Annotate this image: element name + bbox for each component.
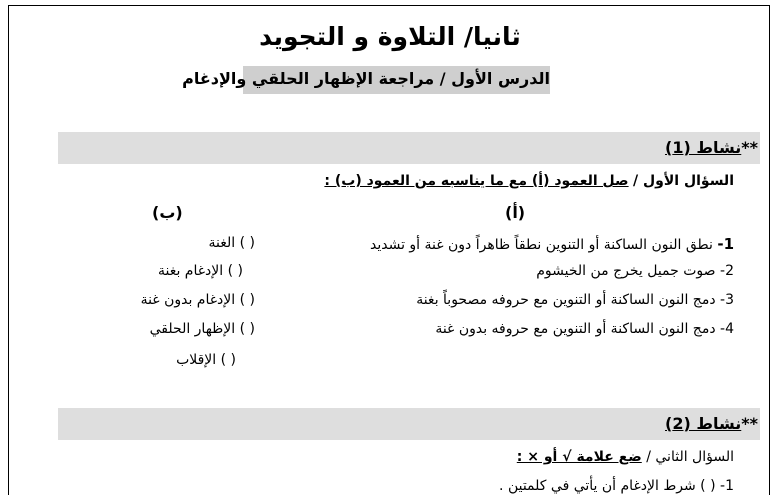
activity2-label-text: نشاط (2) (665, 414, 742, 433)
item-number: 1- (720, 478, 734, 494)
page-title: ثانيا/ التلاوة و التجويد (259, 22, 521, 51)
list-item (499, 478, 734, 494)
list-item (370, 235, 734, 253)
lesson-subtitle: الدرس الأول / مراجعة الإظهار الحلقي والإدغام (182, 69, 550, 88)
question1-line (324, 173, 734, 189)
list-item (416, 292, 734, 308)
item-number: 4- (720, 321, 734, 337)
activity1-band (58, 132, 760, 164)
item-number: 3- (720, 292, 734, 308)
item-text: صوت جميل يخرج من الخيشوم (536, 263, 716, 279)
column-a-header: (أ) (505, 203, 526, 222)
activity2-band (58, 408, 760, 440)
item-text: دمج النون الساكنة أو التنوين مع حروفه مصحوباً بغنة (416, 292, 716, 308)
activity1-label (665, 138, 758, 157)
item-text: نطق النون الساكنة أو التنوين نطقاً ظاهراً دون غنة أو تشديد (369, 237, 713, 253)
question1-text: صل العمود (أ) مع ما يناسبه من العمود (ب) : (324, 173, 629, 189)
list-item (435, 321, 734, 337)
match-option[interactable]: ( ) الإدغام بدون غنة (140, 292, 255, 308)
match-option[interactable]: ( ) الغنة (208, 235, 255, 251)
question1-prefix: السؤال الأول / (633, 173, 734, 189)
activity1-label-prefix: ** (741, 138, 758, 157)
match-option[interactable]: ( ) الإظهار الحلقي (149, 321, 255, 337)
item-text: دمج النون الساكنة أو التنوين مع حروفه بدون غنة (435, 321, 716, 337)
activity1-label-text: نشاط (1) (665, 138, 742, 157)
item-text: ( ) شرط الإدغام أن يأتي في كلمتين . (499, 478, 716, 494)
item-number: 2- (720, 263, 734, 279)
column-b-header: (ب) (152, 203, 183, 222)
question2-line (517, 449, 734, 465)
activity2-label (665, 414, 758, 433)
question2-prefix: السؤال الثاني / (646, 449, 734, 465)
activity2-label-prefix: ** (741, 414, 758, 433)
match-option[interactable]: ( ) الإقلاب (176, 352, 236, 368)
list-item (536, 263, 734, 279)
item-number: 1- (717, 235, 734, 253)
match-option[interactable]: ( ) الإدغام بغنة (157, 263, 243, 279)
question2-text: ضع علامة √ أو × : (516, 449, 642, 465)
